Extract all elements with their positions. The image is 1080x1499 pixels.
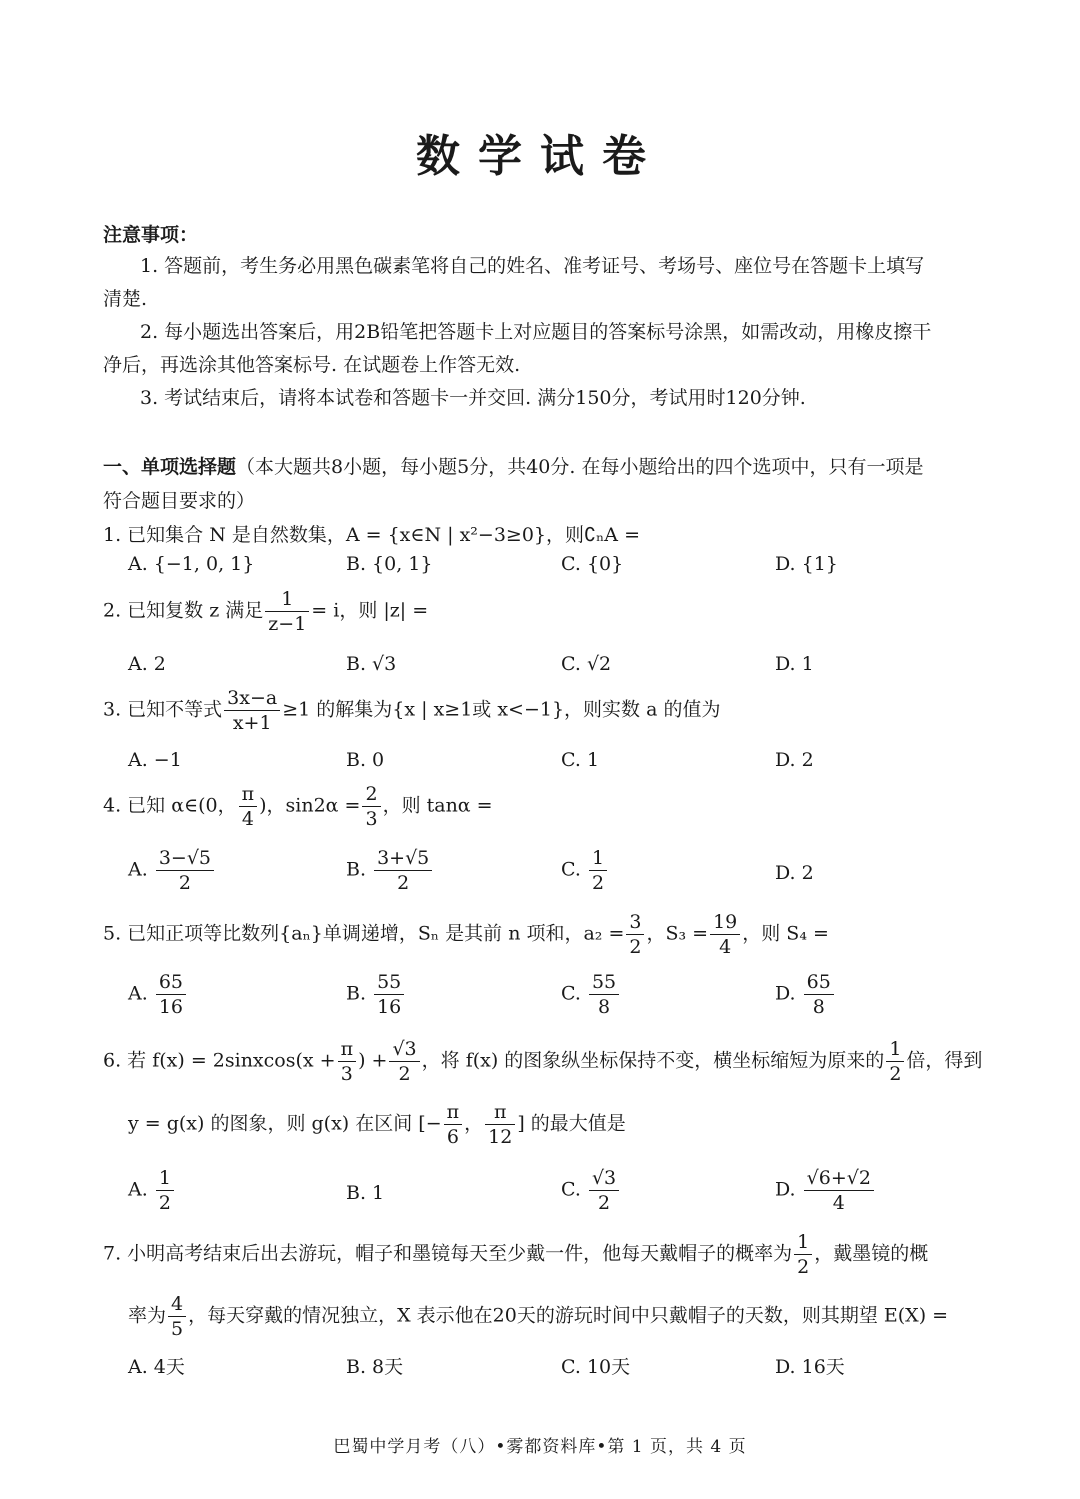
q6-mid1: ) + xyxy=(358,1049,388,1072)
q2-stem xyxy=(103,587,428,636)
q2-num: 1 xyxy=(265,587,309,612)
q2-option-c: C. √2 xyxy=(561,653,612,675)
q7-den2: 5 xyxy=(171,1318,184,1340)
q1-option-d: D. {1} xyxy=(775,553,838,575)
q6-d-label: D. xyxy=(775,1178,796,1201)
q5-mid: ，S₃ = xyxy=(646,922,709,945)
q4-fraction-2 xyxy=(362,782,380,831)
q3-num: 3x−a xyxy=(224,686,280,711)
q3-pre: 3. 已知不等式 xyxy=(103,698,223,721)
q1-option-b: B. {0, 1} xyxy=(346,553,433,575)
q5-pre: 5. 已知正项等比数列{aₙ}单调递增，Sₙ 是其前 n 项和，a₂ = xyxy=(103,922,625,945)
q4-b-label: B. xyxy=(346,858,367,881)
q5-d-num: 65 xyxy=(804,970,834,995)
q6-a-num: 1 xyxy=(156,1166,174,1191)
q1-option-c: C. {0} xyxy=(561,553,624,575)
q5-den2: 4 xyxy=(719,936,732,958)
q7-stem-line1 xyxy=(103,1230,928,1279)
q1-option-a: A. {−1, 0, 1} xyxy=(128,553,255,575)
q6-mid2: ，将 f(x) 的图象纵坐标保持不变，横坐标缩短为原来的 xyxy=(421,1049,885,1072)
q7-post: ，戴墨镜的概 xyxy=(814,1242,929,1265)
q6-den1: 3 xyxy=(340,1063,353,1085)
q5-d-den: 8 xyxy=(812,996,825,1018)
q3-post: ≥1 的解集为{x | x≥1或 x<−1}，则实数 a 的值为 xyxy=(282,698,721,721)
q4-num2: 2 xyxy=(362,782,380,807)
q4-fraction-1 xyxy=(239,782,258,831)
q2-den: z−1 xyxy=(268,613,307,635)
q6-d-fraction xyxy=(804,1166,874,1215)
q6-fraction-4 xyxy=(444,1100,463,1149)
q1-stem: 1. 已知集合 N 是自然数集，A = {x∈N | x²−3≥0}，则∁ₙA = xyxy=(103,524,640,546)
q2-pre: 2. 已知复数 z 满足 xyxy=(103,599,264,622)
q6-line2-mid: ， xyxy=(464,1112,484,1135)
q5-d-label: D. xyxy=(775,982,796,1005)
q5-a-fraction xyxy=(156,970,186,1019)
q2-post: = i，则 |z| = xyxy=(311,599,429,622)
q4-stem xyxy=(103,782,493,831)
q6-line2-post: ] 的最大值是 xyxy=(517,1112,626,1135)
q6-num1: π xyxy=(338,1037,357,1062)
q4-a-den: 2 xyxy=(178,872,191,894)
q5-option-d xyxy=(775,970,836,1019)
q6-num5: π xyxy=(485,1100,515,1125)
q4-a-label: A. xyxy=(128,858,148,881)
q5-d-fraction xyxy=(804,970,834,1019)
notice-heading: 注意事项： xyxy=(103,224,199,246)
q4-c-fraction xyxy=(589,846,607,895)
q4-c-label: C. xyxy=(561,858,581,881)
q6-fraction-3 xyxy=(886,1037,904,1086)
q7-option-d: D. 16天 xyxy=(775,1356,845,1378)
section-desc-2: 符合题目要求的） xyxy=(103,490,256,512)
q6-stem-line1 xyxy=(103,1037,982,1086)
q5-c-fraction xyxy=(589,970,619,1019)
q6-c-num: √3 xyxy=(589,1166,619,1191)
q5-option-a xyxy=(128,970,188,1019)
q3-stem xyxy=(103,686,720,735)
q5-b-fraction xyxy=(374,970,404,1019)
q2-option-d: D. 1 xyxy=(775,653,814,675)
q6-a-den: 2 xyxy=(158,1192,171,1214)
q6-d-num: √6+√2 xyxy=(804,1166,874,1191)
q3-option-b: B. 0 xyxy=(346,749,385,771)
q4-b-num: 3+√5 xyxy=(374,846,432,871)
q5-den1: 2 xyxy=(629,936,642,958)
q7-fraction-1 xyxy=(794,1230,812,1279)
q6-den5: 12 xyxy=(488,1126,513,1148)
q5-num1: 3 xyxy=(626,910,644,935)
q2-option-a: A. 2 xyxy=(128,653,166,675)
q6-line2-pre: y = g(x) 的图象，则 g(x) 在区间 [− xyxy=(128,1112,442,1135)
q6-pre: 6. 若 f(x) = 2sinxcos(x + xyxy=(103,1049,336,1072)
q4-c-den: 2 xyxy=(591,872,605,894)
q3-option-d: D. 2 xyxy=(775,749,814,771)
q5-b-label: B. xyxy=(346,982,367,1005)
q4-option-b xyxy=(346,846,434,895)
q5-c-den: 8 xyxy=(598,996,611,1018)
q6-a-fraction xyxy=(156,1166,174,1215)
q6-num4: π xyxy=(444,1100,463,1125)
q4-option-a xyxy=(128,846,216,895)
q7-den1: 2 xyxy=(797,1256,810,1278)
q6-c-fraction xyxy=(589,1166,619,1215)
q3-option-c: C. 1 xyxy=(561,749,600,771)
q6-c-label: C. xyxy=(561,1178,581,1201)
q5-fraction-1 xyxy=(626,910,644,959)
q6-den4: 6 xyxy=(446,1126,459,1148)
q5-stem xyxy=(103,910,829,959)
q4-a-fraction xyxy=(156,846,214,895)
q4-b-den: 2 xyxy=(397,872,410,894)
q5-c-label: C. xyxy=(561,982,581,1005)
q6-stem-line2 xyxy=(128,1100,626,1149)
q2-fraction xyxy=(265,587,309,636)
q6-d-den: 4 xyxy=(832,1192,845,1214)
q6-post: 倍，得到 xyxy=(906,1049,983,1072)
q7-num1: 1 xyxy=(794,1230,812,1255)
q3-den: x+1 xyxy=(232,712,272,734)
page-title: 数学试卷 xyxy=(416,131,664,182)
q5-b-num: 55 xyxy=(374,970,404,995)
q3-fraction xyxy=(224,686,280,735)
q5-option-c xyxy=(561,970,621,1019)
q4-num1: π xyxy=(239,782,258,807)
q6-a-label: A. xyxy=(128,1178,148,1201)
q7-stem-line2 xyxy=(128,1292,948,1341)
q4-pre: 4. 已知 α∈(0， xyxy=(103,794,237,817)
q6-option-d xyxy=(775,1166,876,1215)
q6-fraction-1 xyxy=(338,1037,357,1086)
q5-option-b xyxy=(346,970,406,1019)
q7-line2-post: ，每天穿戴的情况独立，X 表示他在20天的游玩时间中只戴帽子的天数，则其期望 E(X) = xyxy=(188,1304,949,1327)
q4-mid: )，sin2α = xyxy=(259,794,361,817)
q4-a-num: 3−√5 xyxy=(156,846,214,871)
q7-option-a: A. 4天 xyxy=(128,1356,185,1378)
section-heading-line1 xyxy=(103,452,923,479)
q7-line2-pre: 率为 xyxy=(128,1304,167,1327)
q5-num2: 19 xyxy=(710,910,740,935)
q6-den2: 2 xyxy=(398,1063,411,1085)
q7-pre: 7. 小明高考结束后出去游玩，帽子和墨镜每天至少戴一件，他每天戴帽子的概率为 xyxy=(103,1242,793,1265)
q5-post: ，则 S₄ = xyxy=(742,922,829,945)
q6-option-b: B. 1 xyxy=(346,1182,385,1204)
section-title: 一、单项选择题 xyxy=(103,456,237,478)
notice-line-3: 2. 每小题选出答案后，用2B铅笔把答题卡上对应题目的答案标号涂黑，如需改动，用橡皮擦干 xyxy=(140,321,932,343)
q4-option-d: D. 2 xyxy=(775,862,814,884)
q6-fraction-2 xyxy=(389,1037,419,1086)
notice-line-2: 清楚. xyxy=(103,288,148,310)
q6-den3: 2 xyxy=(889,1063,902,1085)
q5-a-num: 65 xyxy=(156,970,186,995)
q4-b-fraction xyxy=(374,846,432,895)
notice-line-5: 3. 考试结束后，请将本试卷和答题卡一并交回. 满分150分，考试用时120分钟. xyxy=(140,387,806,409)
q6-num3: 1 xyxy=(886,1037,904,1062)
q6-option-c xyxy=(561,1166,621,1215)
q6-c-den: 2 xyxy=(598,1192,611,1214)
section-desc-1: （本大题共8小题，每小题5分，共40分. 在每小题给出的四个选项中，只有一项是 xyxy=(236,456,924,478)
q7-fraction-2 xyxy=(168,1292,186,1341)
q6-num2: √3 xyxy=(389,1037,419,1062)
q4-c-num: 1 xyxy=(589,846,607,871)
q4-den1: 4 xyxy=(241,808,254,830)
q7-num2: 4 xyxy=(168,1292,186,1317)
q5-b-den: 16 xyxy=(377,996,402,1018)
page-footer: 巴蜀中学月考（八）•雾都资料库•第 1 页，共 4 页 xyxy=(333,1437,747,1457)
q7-option-b: B. 8天 xyxy=(346,1356,404,1378)
q4-option-c xyxy=(561,846,609,895)
q5-a-label: A. xyxy=(128,982,148,1005)
q6-option-a xyxy=(128,1166,176,1215)
q5-fraction-2 xyxy=(710,910,740,959)
q4-den2: 3 xyxy=(365,808,378,830)
notice-line-4: 净后，再选涂其他答案标号. 在试题卷上作答无效. xyxy=(103,354,521,376)
q6-fraction-5 xyxy=(485,1100,515,1149)
q2-option-b: B. √3 xyxy=(346,653,397,675)
q4-post: ，则 tanα = xyxy=(382,794,493,817)
q3-option-a: A. −1 xyxy=(128,749,182,771)
notice-line-1: 1. 答题前，考生务必用黑色碳素笔将自己的姓名、准考证号、考场号、座位号在答题卡上填写 xyxy=(140,255,925,277)
q5-c-num: 55 xyxy=(589,970,619,995)
q5-a-den: 16 xyxy=(158,996,183,1018)
q7-option-c: C. 10天 xyxy=(561,1356,631,1378)
